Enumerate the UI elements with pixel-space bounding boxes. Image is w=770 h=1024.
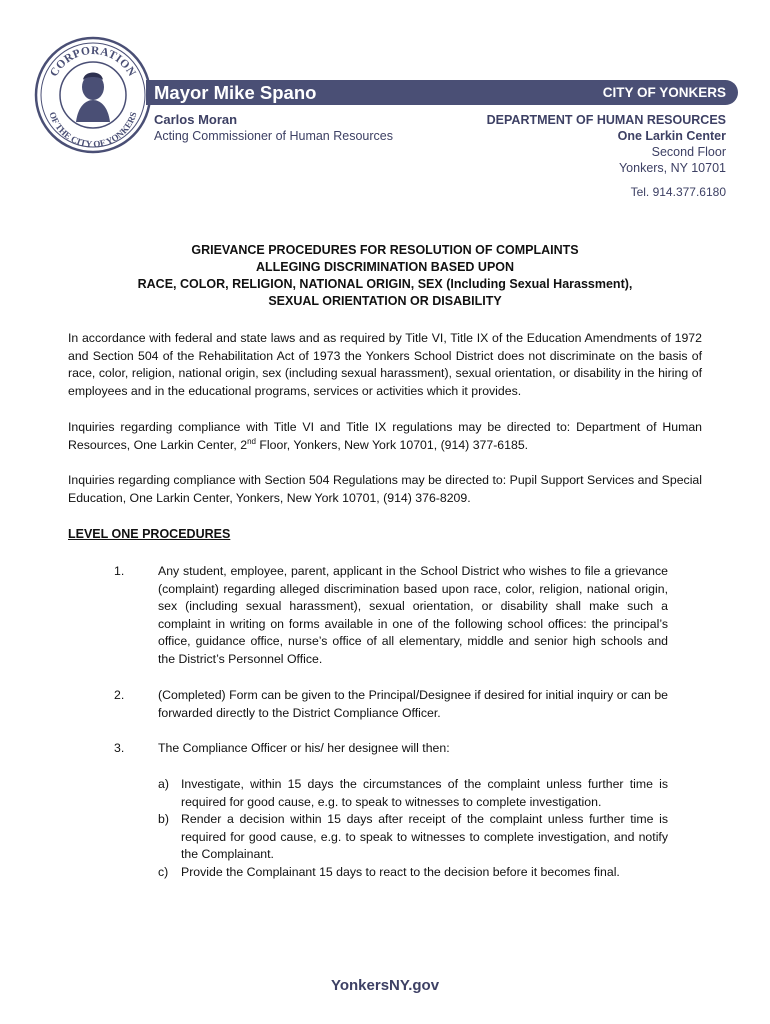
department-address-block: [487, 112, 726, 200]
seal-top-text: CORPORATION: [48, 44, 138, 79]
nondiscrimination-paragraph: In accordance with federal and state laws and as required by Title VI, Title IX of the Education Amendments of 1972 and Section 504 of the Rehabilitation Act of 1973 the Yonkers School District does not discriminate on the basis of race, color, religion, national origin, sex (including sexual harassment), sexual orientation, or disability in the hiring of employees and in the educational programs, services or activities which it provides.: [68, 331, 702, 398]
department-name: DEPARTMENT OF HUMAN RESOURCES: [486, 113, 726, 127]
title-line-3: RACE, COLOR, RELIGION, NATIONAL ORIGIN, SEX (Including Sexual Harassment),: [137, 277, 633, 291]
title-line-2: ALLEGING DISCRIMINATION BASED UPON: [255, 260, 515, 274]
subitem-letter: a): [158, 777, 169, 791]
item-number: 2.: [114, 688, 125, 702]
mayor-name: Mayor Mike Spano: [154, 82, 317, 103]
level-one-heading: LEVEL ONE PROCEDURES: [68, 527, 231, 541]
footer-website: YonkersNY.gov: [330, 977, 440, 994]
section-504-inquiries-paragraph: Inquiries regarding compliance with Section 504 Regulations may be directed to: Pupil Support Services and Special Education, One Larkin Center, Yonkers, New York 10701, (914) 376-8209.: [68, 473, 702, 505]
para2-text-before: Inquiries regarding compliance with Title VI and Title IX regulations may be directed to: Department of Human Resources, One Larkin Center, 2: [68, 420, 702, 452]
official-name: Carlos Moran: [154, 112, 238, 127]
subitem-letter: b): [158, 812, 169, 826]
item-text: Any student, employee, parent, applicant in the School District who wishes to file a grievance (complaint) regarding alleged discrimination based upon race, color, religion, national origin, sex (including sexual harassment), sexual orientation, or disability shall make such a complaint in writing on forms available in one of the following school offices: the principal’s office, guidance office, nurse’s office of all elementary, middle and senior high schools and the District’s Personnel Office.: [158, 564, 668, 666]
subitem-letter: c): [158, 865, 169, 879]
document-title: [0, 242, 770, 310]
subitem-text: Render a decision within 15 days after receipt of the complaint unless further time is required for good cause, e.g. to speak to witnesses to complete investigation, and notify the Complainant.: [181, 812, 668, 861]
title-line-1: GRIEVANCE PROCEDURES FOR RESOLUTION OF COMPLAINTS: [191, 243, 579, 257]
address-line-1: One Larkin Center: [617, 129, 726, 143]
city-name: CITY OF YONKERS: [602, 85, 726, 100]
subitem-text: Investigate, within 15 days the circumstances of the complaint unless further time is required for good cause, e.g. to speak to witnesses to complete investigation.: [181, 777, 668, 809]
official-title: Acting Commissioner of Human Resources: [154, 129, 393, 143]
phone-number: Tel. 914.377.6180: [630, 185, 726, 199]
city-seal-logo: [34, 36, 152, 154]
para2-text-after: Floor, Yonkers, New York 10701, (914) 377-6185.: [256, 437, 529, 452]
item-number: 1.: [114, 564, 125, 578]
subitem-text: Provide the Complainant 15 days to react to the decision before it becomes final.: [181, 865, 620, 879]
item-number: 3.: [114, 741, 125, 755]
title-vi-ix-inquiries-paragraph: [68, 419, 702, 454]
item-text: The Compliance Officer or his/ her designee will then:: [158, 741, 450, 755]
address-line-3: Yonkers, NY 10701: [618, 161, 726, 175]
item-text: (Completed) Form can be given to the Principal/Designee if desired for initial inquiry or can be forwarded directly to the District Compliance Officer.: [158, 688, 668, 720]
para2-superscript: nd: [247, 436, 256, 446]
address-line-2: Second Floor: [651, 145, 726, 159]
seal-bottom-text: OF THE CITY OF YONKERS: [47, 110, 139, 150]
title-line-4: SEXUAL ORIENTATION OR DISABILITY: [268, 294, 502, 308]
